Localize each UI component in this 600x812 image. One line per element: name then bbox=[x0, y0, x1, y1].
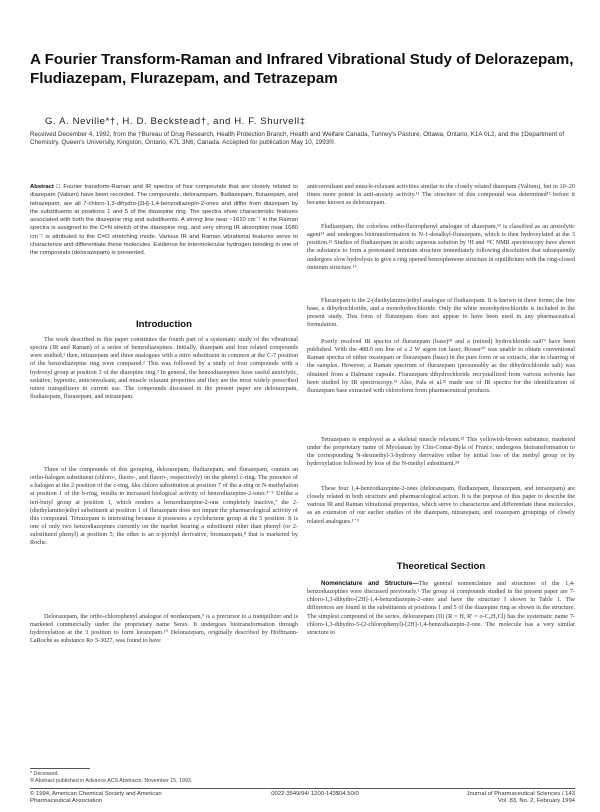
right-paragraph-1: anticonvulsant and muscle-relaxant activities similar to the closely related diazepam (Valium), but in 10–20 times more potent in anti-anxiety activity.¹¹ The structure of this compound was determined¹² before it became known as delorazepam. bbox=[307, 183, 575, 207]
intro-paragraph-3: Delorazepam, the ortho-chlorophenyl analogue of nordazepam,⁹ is a precursor to a tranquilizer and is marketed commercially under the proprietary name Serax. It undergoes biotransformation through hydroxylation at the 3 position to form lorazepam.¹⁰ Delorazepam, originally described by Hoffmann-LaRoche as substance Ro 5-3027, was found to have bbox=[30, 613, 298, 645]
nomenclature-text: The general nomenclature and structures of the 1,4-benzodiazepines were discussed previously.¹ The group of compounds studied in the present paper are 7-chloro-1,3-dihydro-[2H]-1,4-benzodiazepin-2-ones and have the structure I shown in Table 1. The differences are found in the substituents at positions 1 and 5 of the diazepine ring as shown in the structure. The simplest compound of the series, delorazepam (II) (R = H, R' = o-C₆H₄Cl) has the systematic name 7-chloro-1,3-dihydro-5-(2-chlorophenyl)-[2H]-1,4-benzodiazepin-2-one. The molecule has a very similar structure to bbox=[307, 580, 575, 636]
abstract-label: Abstract □ bbox=[30, 184, 61, 190]
journal-name-page: Journal of Pharmaceutical Sciences / 143 bbox=[466, 791, 575, 797]
article-title: A Fourier Transform-Raman and Infrared Vibrational Study of Delorazepam, Fludiazepam, Flurazepam, and Tetrazepam bbox=[30, 51, 574, 87]
right-column bbox=[307, 183, 575, 676]
right-paragraph-2: Fludiazepam, the colorless ortho-fluorophenyl analogue of diazepam,¹³ is classified as an anxiolytic agent¹⁴ and undergoes biotransformation to N-1-desalkyl-flurazepam, which is then hydroxylated at the 3 position.¹⁵ Studies of fludiazepam in acidic aqueous solution by ¹H and ¹³C NMR spectroscopy have shown the substance to form a protonated iminium structure immediately following dissolution that subsequently undergoes slow hydrolysis to give a ring opened benzophenone structure in equilibrium with the ring-closed iminium structure.¹⁶ bbox=[307, 223, 575, 271]
left-column bbox=[30, 183, 298, 695]
copyright-notice: © 1994, American Chemical Society and American Pharmaceutical Association bbox=[30, 791, 162, 805]
footnote-deceased: * Deceased. bbox=[30, 771, 59, 777]
introduction-heading: Introduction bbox=[136, 319, 192, 330]
abstract bbox=[30, 183, 298, 308]
theoretical-heading: Theoretical Section bbox=[396, 561, 486, 572]
footnotes bbox=[30, 771, 298, 785]
author-list: G. A. Neville*†, H. D. Beckstead†, and H. F. Shurvell‡ bbox=[45, 116, 306, 127]
article-code: 0022-3549/94/ 1200-143$04.50/0 bbox=[271, 791, 359, 797]
right-paragraph-3: Flurazepam is the 2-(diethylamino)ethyl analogue of fludiazepam. It is known in three forms; the free base, a dihydrochloride, and a monohydrochloride. Only the white monohydrochloride is included in the present study. This form of flurazepam does not appear to have been used in any pharmaceutical formulation. bbox=[307, 297, 575, 329]
abstract-text: Fourier transform-Raman and IR spectra of four compounds that are closely related to diazepam (Valium) have been recorded. The compounds, delorazepam, fludiazepam, flurazepam, and tetrazepam, are all 7-chloro-1,3-dihydro-[2H]-1,4-benzodiazepin-2-ones and differ from diazepam by the substituents at positions 1 and 5 of the diazepine ring. The spectra show characteristic features associated with both the diazepine ring and substituents. A strong line near ~1610 cm⁻¹ in the Raman spectra is assigned to the C=N stretch of the diazepine ring, and very strong IR absorption near 1680 cm⁻¹ is attributed to the C=O stretching mode. Various IR and Raman vibrational features serve to characterize and differentiate these molecules. Evidence for intermolecular hydrogen bonding in one of the compounds (delorazepam) is presented. bbox=[30, 184, 298, 257]
right-paragraph-5: Tetrazepam is employed as a skeletal muscle relaxant.²³ This yellowish-brown substance, marketed under the proprietary name of Myolastan by Clin-Comar-Byla of France, undergoes biotransformation to the corresponding N-desmethyl-3-hydroxy derivative either by initial loss of the methyl group or by hydroxylation followed by loss of the N-methyl substituent.²⁴ bbox=[307, 436, 575, 468]
journal-volume: Vol. 83, No. 2, February 1994 bbox=[498, 798, 575, 805]
footnote-abstract: ® Abstract published in Advance ACS Abstracts, November 15, 1993. bbox=[30, 778, 193, 784]
footnote-divider bbox=[30, 768, 90, 769]
intro-paragraph-2: Three of the compounds of this grouping, delorazepam, fludiazepam, and flurazepam, contain an ortho-halogen substituent (chloro-, fluoro-, and fluoro-, respectively) on the phenyl c-ring. The presence of a halogen at the 2 position of the c-ring, like chloro substitution at position 7 of the a-ring or N-methylation at position 1 of the b-ring, results in increased biological activity of benzodiazepine-2-ones.⁴⁻⁶ Unlike a tert-butyl group at position 1, which renders a benzodiazepine-2-one completely inactive,⁷ the 2-(diethylamino)ethyl substituent at position 1 of flurazepam does not impair the pharmacological activity of this compound. Tetrazepam is interesting because it possesses a cyclohexene group at the 5 position. It is one of only two benzodiazepines currently on the market bearing a substituent other than phenyl (or 2-substituted phenyl) at position 5; the other is an α-pyridyl derivative, bromazepam,⁸ that is marketed by Roche. bbox=[30, 466, 298, 547]
theoretical-paragraph bbox=[307, 580, 575, 676]
page-footer bbox=[30, 791, 575, 809]
received-note: Received December 4, 1992, from the †Bureau of Drug Research, Health Protection Branch, Health and Welfare Canada, Tunney's Pasture, Ottawa, Ontario, K1A 0L2, and the ‡Department of Chemistry, Queen's University, Kingston, Ontario, K7L 3N6, Canada. Accepted for publication May 10, 1993®. bbox=[30, 131, 565, 147]
footer-divider bbox=[30, 788, 575, 789]
nomenclature-lead: Nomenclature and Structure— bbox=[321, 580, 419, 587]
journal-info bbox=[375, 791, 575, 806]
intro-paragraph-1: The work described in this paper constitutes the fourth part of a systematic study of the vibrational spectra (IR and Raman) of a series of benzodiazepines. Initially, diazepam and four related compounds were studied,¹ then, nitrazepam and three analogues with a nitro substituent in common at the C-7 position of the benzodiazepine ring were compared.² This was followed by a study of four compounds with a hydroxyl group at position 3 of the diazepine ring.³ In general, the benzodiazepines have useful anxiolytic, sedative, hypnotic, anticonvulsant, and muscle relaxant properties and they are the most widely prescribed minor tranquilizers in current use. The compounds discussed in the present paper are delorazepam, fludiazepam, flurazepam, and tetrazepam. bbox=[30, 336, 298, 401]
right-paragraph-6: These four 1,4-benzodiazepine-2-ones (delorazepam, fludiazepam, flurazepam, and tetrazepam) are closely related in both structure and pharmacological action. It is the purpose of this paper to describe the various IR and Raman vibrational properties, which serve to characterize and differentiate these molecules, as an extension of our earlier studies of the diazepam, nitrazepam, and oxazepam groupings of closely related analogues.¹⁻³ bbox=[307, 485, 575, 525]
right-paragraph-4: Poorly resolved IR spectra of flurazepam (base)¹⁸ and a (mixed) hydrochloride salt¹⁹ have been published. With the 488.0 nm line of a 2 W argon ion laser, Bosser²⁰ was unable to obtain conventional Raman spectra of either oxazepam or flurazepam (base) in the pure form or as extracts, due to charring of the samples. However, a Raman spectrum of flurazepam (presumably as the dihydrochloride salt) was obtained from a Dalmane capsule. Flurazepam dihydrochloride recrystallized from various solvents has been studied by IR spectroscopy.²¹ Also, Pala et al.²² made use of IR spectra for the identification of flurazepam base extracted with chloroform from pharmaceutical products. bbox=[307, 338, 575, 394]
